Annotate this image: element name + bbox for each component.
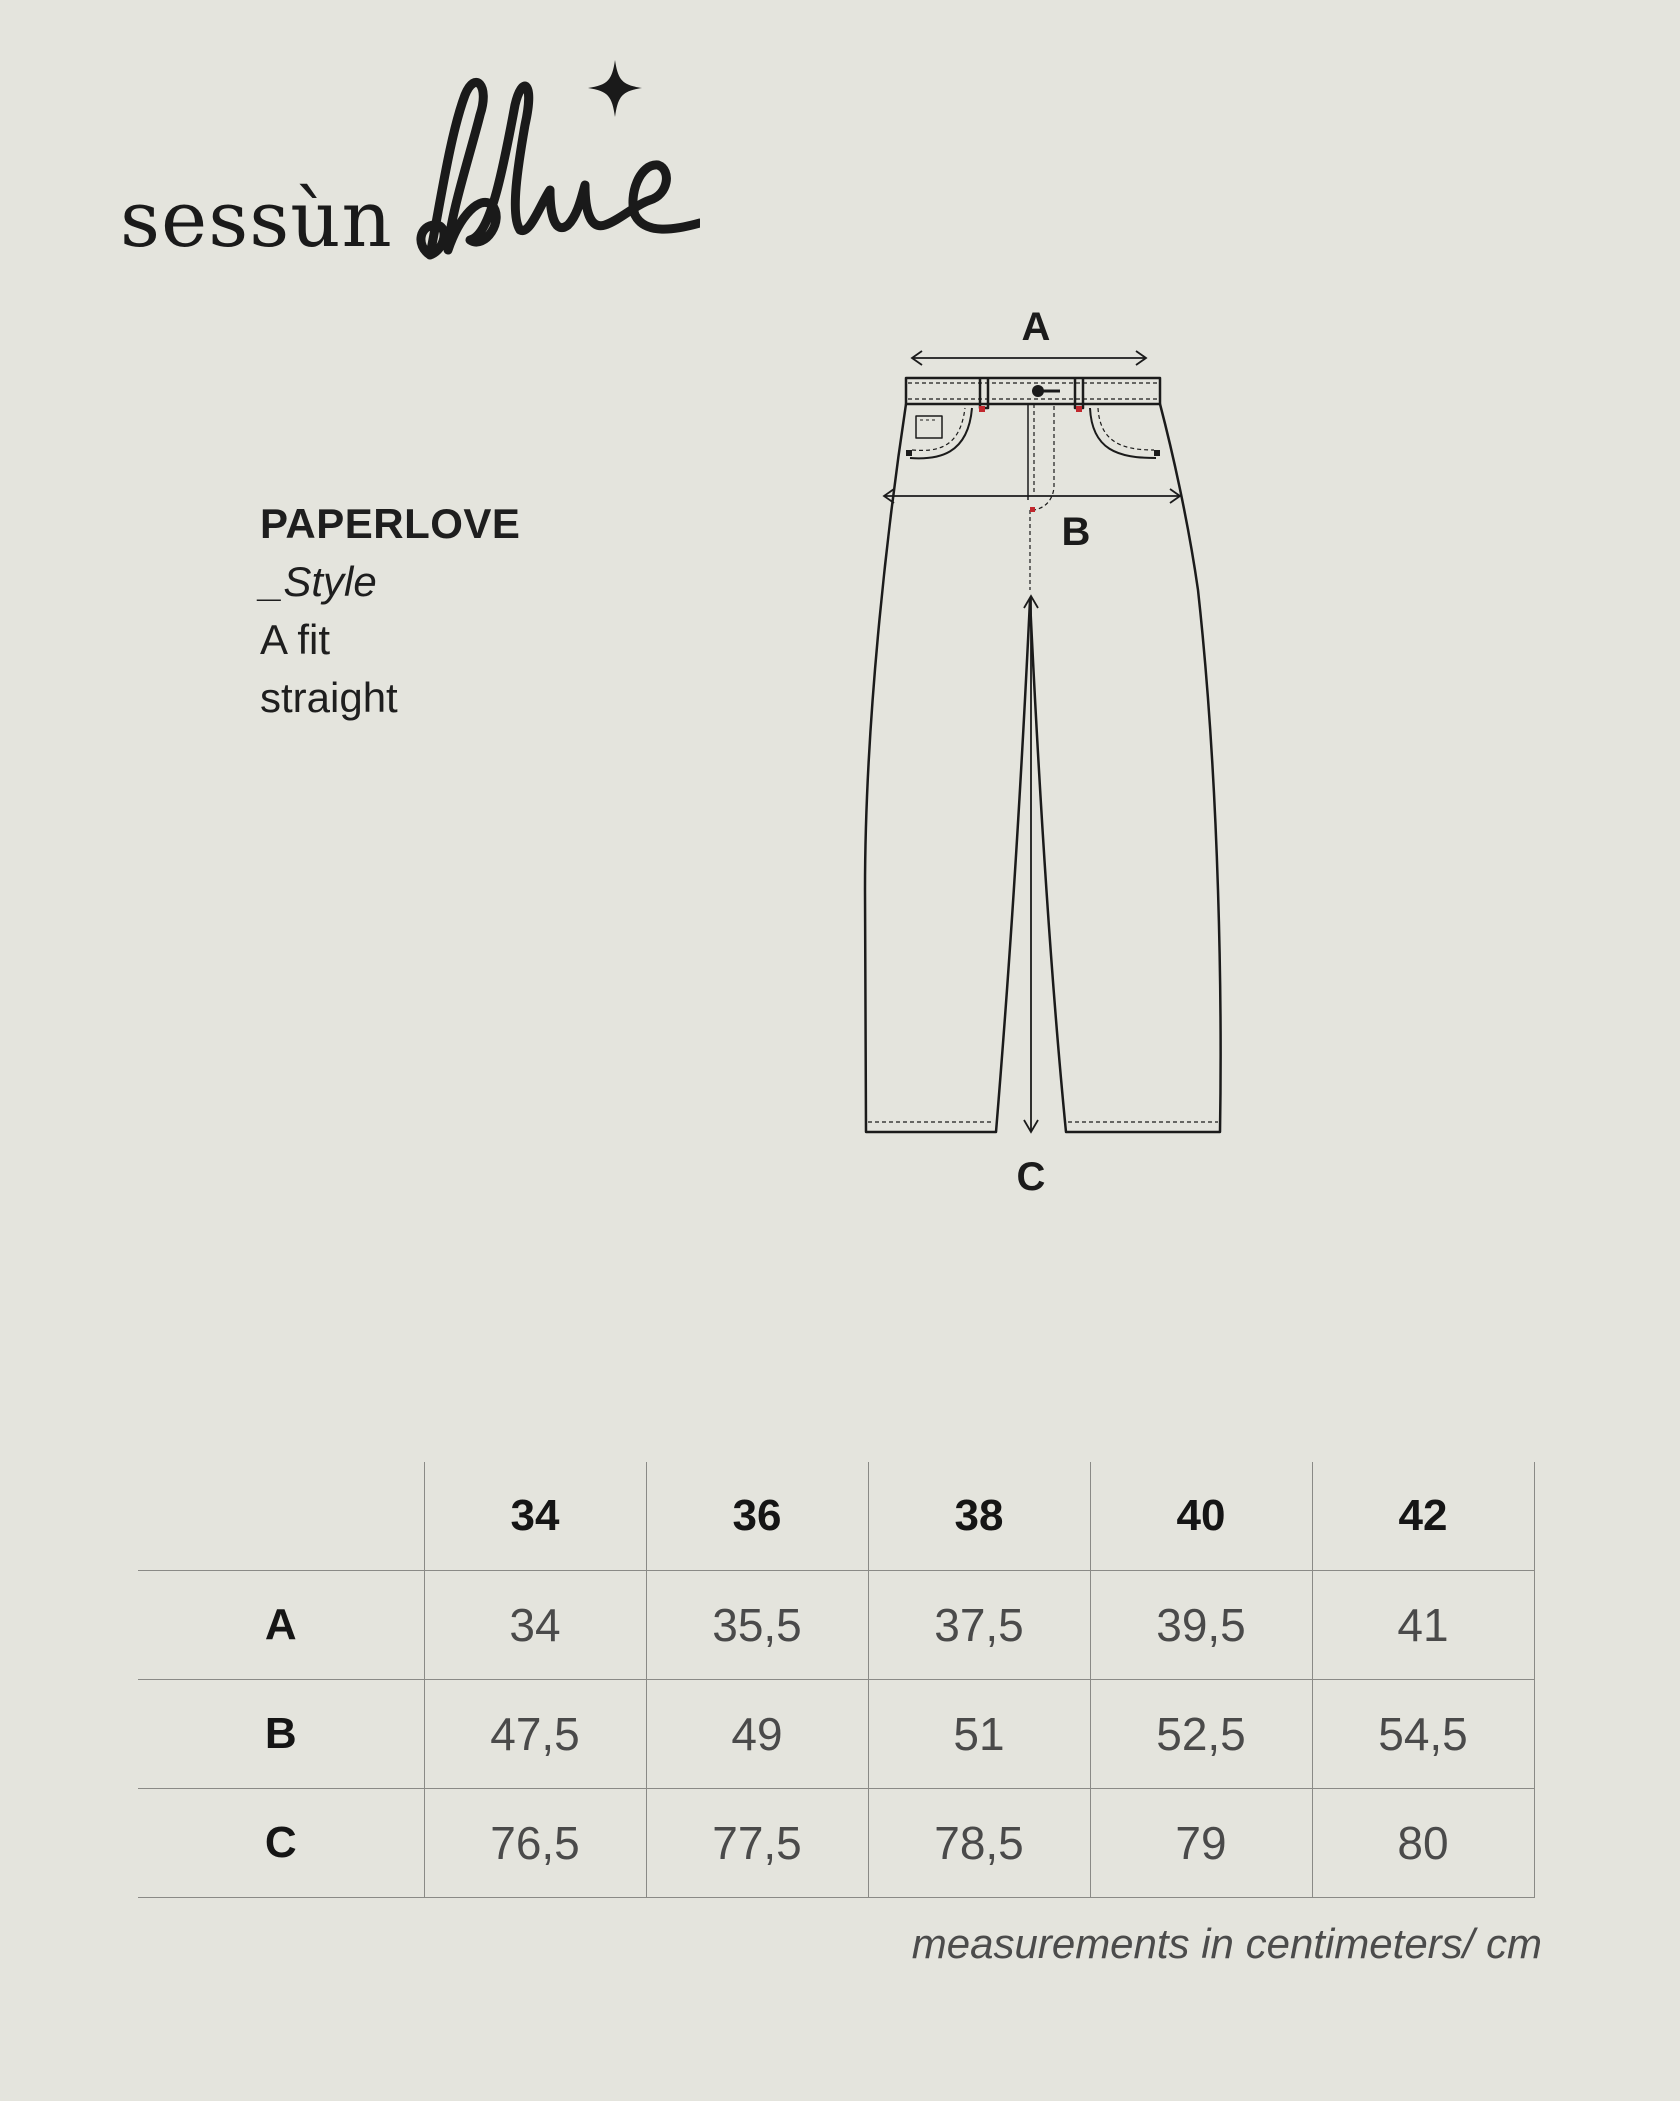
rivet — [979, 406, 985, 412]
label-b: B — [1061, 510, 1091, 554]
table-cell: 77,5 — [646, 1789, 868, 1898]
label-a: A — [1021, 305, 1051, 349]
row-label: B — [138, 1680, 424, 1789]
row-label: A — [138, 1571, 424, 1680]
size-header: 36 — [646, 1462, 868, 1571]
table-cell: 79 — [1090, 1789, 1312, 1898]
table-cell: 34 — [424, 1571, 646, 1680]
table-cell: 47,5 — [424, 1680, 646, 1789]
rivet — [1076, 406, 1082, 412]
table-row — [138, 1680, 1534, 1789]
row-label: C — [138, 1789, 424, 1898]
table-header-row — [138, 1462, 1534, 1571]
size-header: 34 — [424, 1462, 646, 1571]
table-cell: 51 — [868, 1680, 1090, 1789]
pocket-right — [1090, 408, 1156, 458]
jeans-drawing — [820, 290, 1240, 1230]
table-cell: 52,5 — [1090, 1680, 1312, 1789]
table-cell: 78,5 — [868, 1789, 1090, 1898]
size-header: 40 — [1090, 1462, 1312, 1571]
rivet — [1030, 507, 1035, 512]
table-cell: 80 — [1312, 1789, 1534, 1898]
table-row — [138, 1571, 1534, 1680]
coin-pocket — [916, 416, 942, 438]
table-cell: 54,5 — [1312, 1680, 1534, 1789]
brand-logo — [120, 55, 700, 295]
product-info — [260, 495, 520, 727]
table-corner-cell — [138, 1462, 424, 1571]
table-row — [138, 1789, 1534, 1898]
product-name: PAPERLOVE — [260, 500, 521, 547]
table-cell: 49 — [646, 1680, 868, 1789]
table-cell: 76,5 — [424, 1789, 646, 1898]
table-cell: 37,5 — [868, 1571, 1090, 1680]
table-cell: 41 — [1312, 1571, 1534, 1680]
script-stroke — [421, 82, 700, 255]
label-c: C — [1016, 1155, 1046, 1199]
jeans-outline — [865, 404, 1221, 1132]
brand-script-blue — [410, 55, 700, 285]
measurement-footnote: measurements in centimeters/ cm — [911, 1920, 1542, 1967]
sparkle-icon — [588, 60, 642, 117]
jeans-diagram — [820, 290, 1240, 1230]
rivet — [1154, 450, 1160, 456]
size-chart-table — [138, 1462, 1535, 1898]
style-label: _Style — [260, 558, 377, 605]
fit-label: A fit — [260, 616, 331, 663]
table-cell: 39,5 — [1090, 1571, 1312, 1680]
measure-a-arrow — [912, 351, 1146, 365]
cut-label: straight — [260, 674, 398, 721]
table-cell: 35,5 — [646, 1571, 868, 1680]
size-header: 42 — [1312, 1462, 1534, 1571]
size-header: 38 — [868, 1462, 1090, 1571]
brand-wordmark: sessùn — [120, 175, 393, 265]
rivet — [906, 450, 912, 456]
measure-b-arrow — [884, 489, 1180, 503]
